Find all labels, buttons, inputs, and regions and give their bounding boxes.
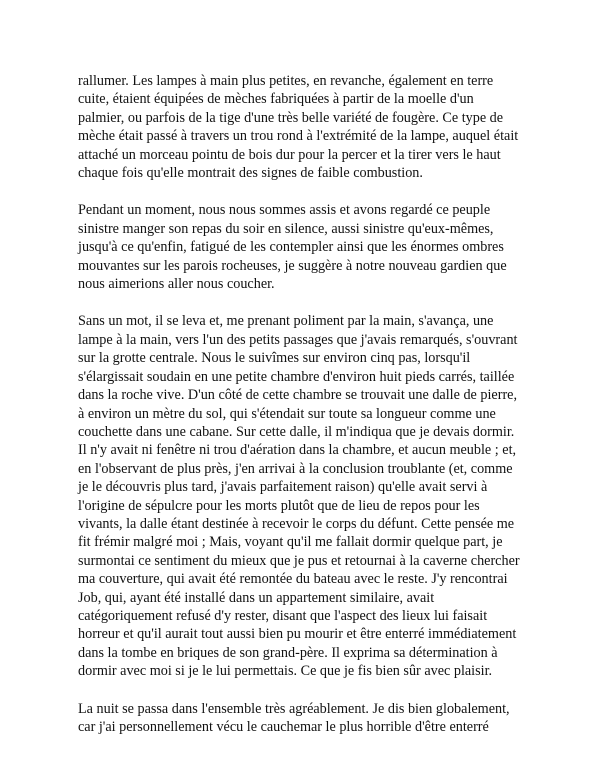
paragraph-3: Sans un mot, il se leva et, me prenant poliment par la main, s'avança, une lampe à la main, vers l'un des petits passages que j'avais remarqués, s'ouvrant sur la grotte centrale. Nous le suivîmes sur environ cinq pas, lorsqu'il s'élargissait soudain en une petite chambre d'environ huit pieds carrés, taillée dans la roche vive. D'un côté de cette chambre se trouvait une dalle de pierre, à environ un mètre du sol, qui s'étendait sur toute sa longueur comme une couchette dans une cabane. Sur cette dalle, il m'indiqua que je devais dormir. Il n'y avait ni fenêtre ni trou d'aération dans la chambre, et aucun meuble ; et, en l'observant de plus près, j'en arrivai à la conclusion troublante (et, comme je le découvris plus tard, j'avais parfaitement raison) qu'elle avait servi à l'origine de sépulcre pour les morts plutôt que de lieu de repos pour les vivants, la dalle étant destinée à recevoir le corps du défunt. Cette pensée me fit frémir malgré moi ; Mais, voyant qu'il me fallait dormir quelque part, je surmontai ce sentiment du mieux que je pus et retournai à la caverne chercher ma couverture, qui avait été remontée du bateau avec le reste. J'y rencontrai Job, qui, ayant été installé dans un appartement similaire, avait catégoriquement refusé d'y rester, disant que l'aspect des lieux lui faisait horreur et qu'il aurait tout aussi bien pu mourir et être enterré immédiatement dans la tombe en briques de son grand-père. Il exprima sa détermination à dormir avec moi si je le lui permettais. Ce que je fis bien sûr avec plaisir.	[78, 313, 520, 680]
paragraph-4: La nuit se passa dans l'ensemble très agréablement. Je dis bien globalement, car j'ai personnellement vécu le cauchemar le plus horrible d'être enterré	[78, 700, 510, 735]
paragraph-2: Pendant un moment, nous nous sommes assis et avons regardé ce peuple sinistre manger son repas du soir en silence, aussi sinistre qu'eux-mêmes, jusqu'à ce qu'enfin, fatigué de les contempler ainsi que les énormes ombres mouvantes sur les parois rocheuses, je suggère à notre nouveau gardien que nous aimerions aller nous coucher.	[78, 202, 507, 293]
paragraph-1: rallumer. Les lampes à main plus petites, en revanche, également en terre cuite, étaient équipées de mèches fabriquées à partir de la moelle d'un palmier, ou parfois de la tige d'une très belle variété de fougère. Ce type de mèche était passé à travers un trou rond à l'extrémité de la lampe, auquel était attaché un morceau pointu de bois dur pour la percer et la tirer vers le haut chaque fois qu'elle montrait des signes de faible combustion.	[78, 73, 519, 182]
